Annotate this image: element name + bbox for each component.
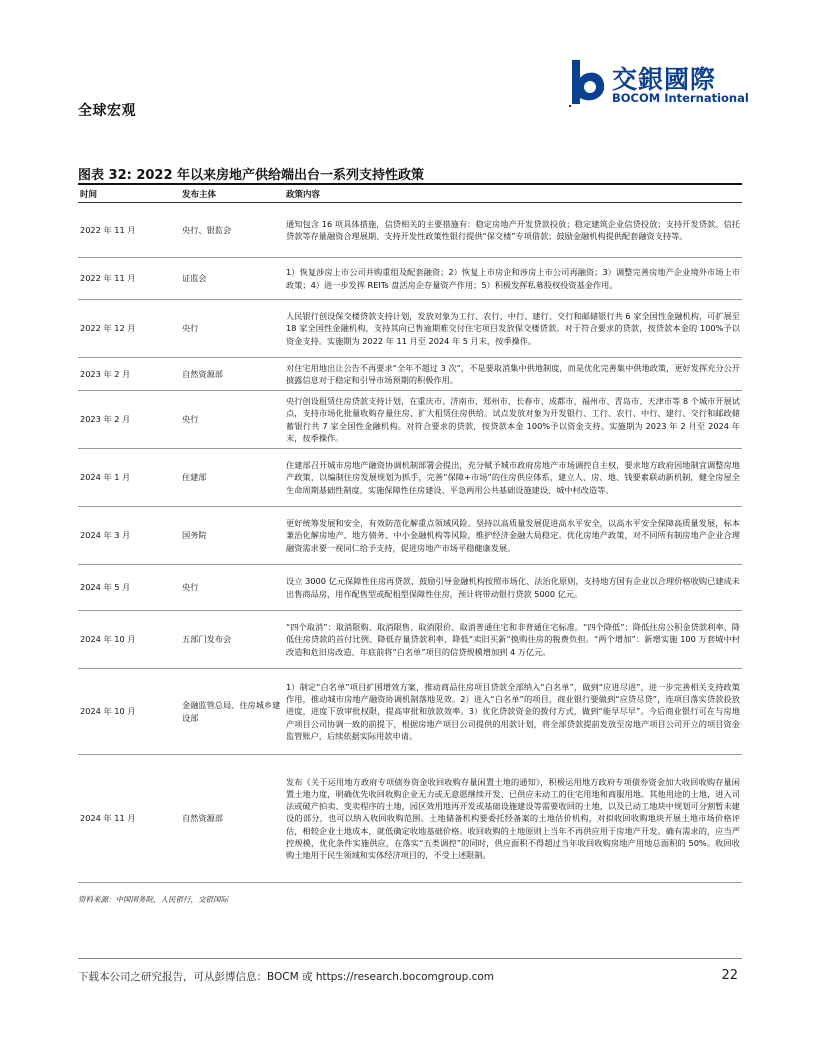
chart-title: 图表 32: 2022 年以来房地产供给端出台一系列支持性政策 (78, 168, 425, 183)
row-issuer: 证监会 (180, 258, 284, 300)
row-content: 通知包含 16 项具体措施，信贷相关的主要措施有：稳定房地产开发贷款投放；稳定建筑企业信贷投放；支持开发贷款、信托贷款等存量融资合理展期、支持开发性政策性银行提供“保交楼”专项借款；鼓励金融机构提供配套融资支持等。 (284, 203, 742, 258)
row-date: 2023 年 2 月 (78, 358, 180, 391)
footer-text: 下载本公司之研究报告，可从彭博信息：BOCM 或 https://research.bocomgroup.com (78, 971, 495, 983)
row-issuer: 央行 (180, 300, 284, 358)
row-date: 2024 年 5 月 (78, 565, 180, 611)
column-header-content: 政策内容 (284, 186, 742, 203)
decorative-dot (569, 105, 571, 107)
policy-table (78, 186, 742, 883)
row-date: 2022 年 11 月 (78, 203, 180, 258)
table-row (78, 449, 742, 507)
row-content: 更好统筹发展和安全，有效防范化解重点领域风险。坚持以高质量发展促进高水平安全，以高水平安全保障高质量发展，标本兼治化解房地产、地方债务、中小金融机构等风险，维护经济金融大局稳定。优化房地产政策，对不同所有制房地产企业合理融资需求要一视同仁给予支持，促进房地产市场平稳健康发展。 (284, 507, 742, 565)
row-content: 对住宅用地出让公告不再要求“全年不超过 3 次”，不是要取消集中供地制度，而是优化完善集中供地政策，更好发挥充分公开披露信息对于稳定和引导市场预期的积极作用。 (284, 358, 742, 391)
row-issuer: 央行、银监会 (180, 203, 284, 258)
row-content: 央行创设租赁住房贷款支持计划，在重庆市、济南市、郑州市、长春市、成都市、福州市、青岛市、天津市等 8 个城市开展试点，支持市场化批量收购存量住房、扩大租赁住房供给。试点发放对象为开发银行、工行、农行、中行、建行、交行和邮政储蓄银行共 7 家全国性金融机构。对符合要求的贷款，按贷款本金 100%予以资金支持。实施期为 2023 年 2 月至 2024 年末，按季操作。 (284, 391, 742, 449)
row-content: 住建部召开城市房地产融资协调机制部署会提出，充分赋予城市政府房地产市场调控自主权，要求地方政府因地制宜调整房地产政策，以编制住房发展规划为抓手，完善“保障+市场”的住房供应体系，建立人、房、地、钱要素联动新机制，健全房屋全生命周期基础性制度，实施保障性住房建设、平急两用公共基础设施建设、城中村改造等。 (284, 449, 742, 507)
table-row (78, 507, 742, 565)
table-row (78, 258, 742, 300)
row-date: 2024 年 10 月 (78, 611, 180, 669)
column-header-date: 时间 (78, 186, 180, 203)
row-content: 1）制定“白名单”项目扩围增效方案，推动商品住房项目贷款全部纳入“白名单”，做到“应进尽进”，进一步完善相关支持政策作用，推动城市房地产融资协调机制落地见效。2）进入“白名单”的项目，商业银行要做到“应贷尽贷”，连项目落实贷款投放进度，进度下放审批权限，提高审批和放款效率。3）优化贷款资金的拨付方式，做到“能早尽早”。今后商业银行可在与房地产项目公司协调一致的前提下，根据房地产项目公司提供的用款计划，将全部贷款提前发放至房地产项目公司开立的项目资金监管账户，后续依据实际用款申请。 (284, 669, 742, 755)
row-date: 2024 年 11 月 (78, 755, 180, 883)
title-rule (78, 183, 742, 185)
bocom-logo (568, 58, 748, 108)
table-row (78, 300, 742, 358)
table-row (78, 669, 742, 755)
row-date: 2024 年 1 月 (78, 449, 180, 507)
row-issuer: 五部门发布会 (180, 611, 284, 669)
row-issuer: 自然资源部 (180, 755, 284, 883)
row-issuer: 国务院 (180, 507, 284, 565)
table-row (78, 755, 742, 883)
section-title: 全球宏观 (78, 103, 136, 119)
row-content: “四个取消”：取消限购、取消限售、取消限价、取消普通住宅和非普通住宅标准。“四个降低”：降低住房公积金贷款利率、降低住房贷款的首付比例、降低存量贷款利率、降低“卖旧买新”换购住房的税费负担。“两个增加”：新增实施 100 万套城中村改造和危旧房改造、年底前将“白名单”项目的信贷规模增加到 4 万亿元。 (284, 611, 742, 669)
row-date: 2023 年 2 月 (78, 391, 180, 449)
row-content: 发布《关于运用地方政府专项债券资金收回收购存量闲置土地的通知》，积极运用地方政府专项债券资金加大收回收购存量闲置土地力度，明确优先收回收购企业无力或无意愿继续开发、已供应未动工的住宅用地和商服用地。其他用途的土地，进入司法或破产拍卖、变卖程序的土地，园区效用地再开发或基础设施建设等需要收回的土地，以及已动工地块中规划可分割暂未建设的部分，也可以纳入收回收购范围。土地储备机构要委托经备案的土地估价机构，对拟收回收购地块开展土地市场价格评估，相较企业土地成本，就低确定收地基础价格。收回收购的土地原则上当年不再供应用于房地产开发。确有需求的，应当严控规模，优化条件实施供应，在落实“五类调控”的同时，供应面积不得超过当年收回收购房地产用地总面积的 50%。收回收购土地用于民生领域和实体经济项目的，不受上述限制。 (284, 755, 742, 883)
row-issuer: 住建部 (180, 449, 284, 507)
row-content: 人民银行创设保交楼贷款支持计划，发放对象为工行、农行、中行、建行、交行和邮储银行共 6 家全国性金融机构，可扩展至 18 家全国性金融机构，支持其向已售逾期难交付住宅项目发放保交楼贷款。对于符合要求的贷款，按贷款本金的 100%予以资金支持。实施期为 2022 年 11 月至 2024 年 5 月末，按季操作。 (284, 300, 742, 358)
source-note: 资料来源：中国国务院，人民银行，交银国际 (78, 895, 228, 904)
row-issuer: 自然资源部 (180, 358, 284, 391)
table-row (78, 391, 742, 449)
row-date: 2022 年 12 月 (78, 300, 180, 358)
page-number: 22 (721, 968, 738, 983)
row-issuer: 央行 (180, 391, 284, 449)
table-row (78, 203, 742, 258)
row-date: 2024 年 3 月 (78, 507, 180, 565)
logo-chinese-name: 交銀國際 (612, 65, 717, 94)
row-content: 设立 3000 亿元保障性住房再贷款，鼓励引导金融机构按照市场化、法治化原则，支持地方国有企业以合理价格收购已建成未出售商品房，用作配售型或配租型保障性住房，预计将带动银行贷款 5000 亿元。 (284, 565, 742, 611)
table-row (78, 565, 742, 611)
table-row (78, 611, 742, 669)
footer-rule (78, 958, 742, 959)
row-content: 1）恢复涉房上市公司并购重组及配套融资；2）恢复上市房企和涉房上市公司再融资；3）调整完善房地产企业境外市场上市政策；4）进一步发挥 REITs 盘活房企存量资产作用；5）积极发挥私募股权投资基金作用。 (284, 258, 742, 300)
table-header-row (78, 186, 742, 203)
table-row (78, 358, 742, 391)
row-issuer: 央行 (180, 565, 284, 611)
column-header-issuer: 发布主体 (180, 186, 284, 203)
bocom-logo-icon (568, 58, 608, 106)
row-date: 2024 年 10 月 (78, 669, 180, 755)
row-date: 2022 年 11 月 (78, 258, 180, 300)
row-issuer: 金融监管总局、住房城乡建设部 (180, 669, 284, 755)
logo-english-name: BOCOM International (612, 91, 749, 105)
